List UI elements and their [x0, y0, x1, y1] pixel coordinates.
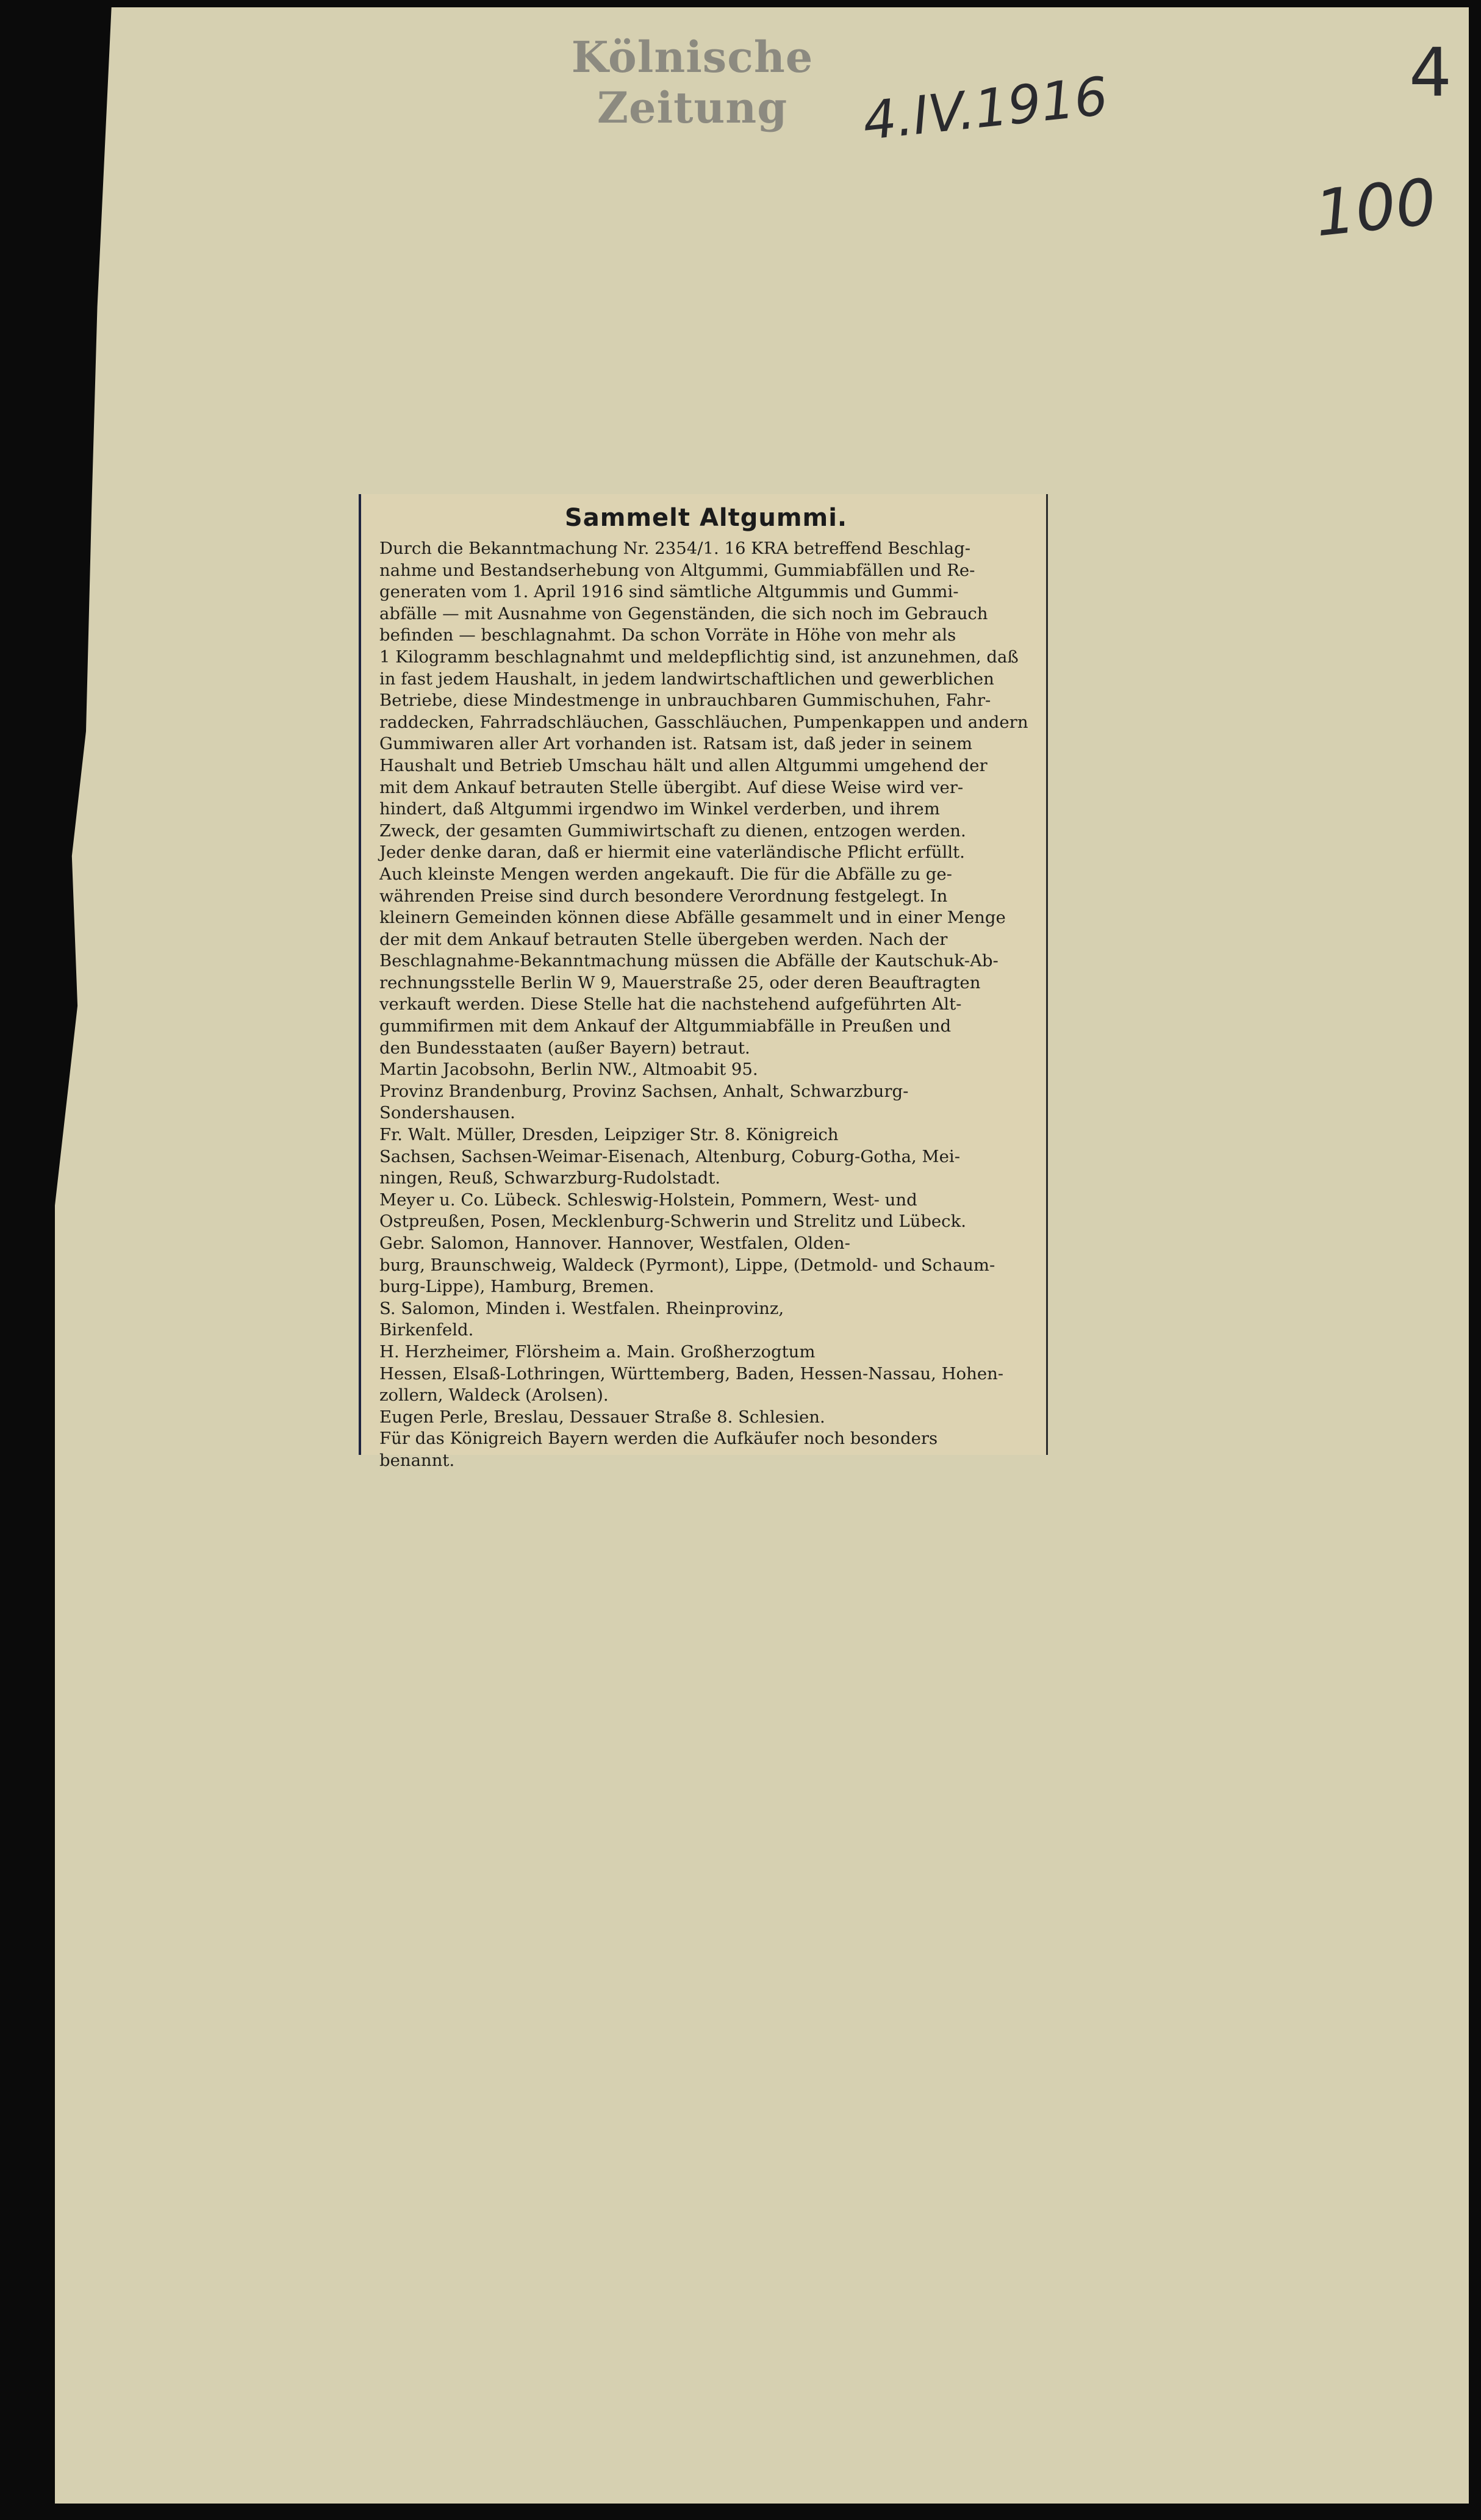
- newspaper-clipping: [359, 494, 1048, 1470]
- handwritten-folio: 4: [1409, 34, 1452, 112]
- newspaper-stamp: Kölnische Zeitung: [571, 32, 814, 133]
- article-title: Sammelt Altgummi.: [564, 504, 848, 532]
- handwritten-date: 4.IV.1916: [860, 65, 1111, 153]
- article-body: Durch die Bekanntmachung Nr. 2354/1. 16 KRA betreffend Beschlag- nahme und Bestandserhebung von Altgummi, Gummiabfällen und Re- generaten vom 1. April 1916 sind sämtliche Altgummis und Gummi- abfälle — mit Ausnahme von Gegenständen, die sich noch im Gebrauch befinden — beschlagnahmt. Da schon Vorräte in Höhe von mehr als 1 Kilogramm beschlagnahmt und meldepflichtig sind, ist anzunehmen, daß in fast jedem Haushalt, in jedem landwirtschaftlichen und gewerblichen Betriebe, diese Mindestmenge in unbrauchbaren Gummischuhen, Fahr- raddecken, Fahrradschläuchen, Gasschläuchen, Pumpenkappen und andern Gummiwaren aller Art vorhanden ist. Ratsam ist, daß jeder in seinem Haushalt und Betrieb Umschau hält und allen Altgummi umgehend der mit dem Ankauf betrauten Stelle übergibt. Auf diese Weise wird ver- hindert, daß Altgummi irgendwo im Winkel verderben, und ihrem Zweck, der gesamten Gummiwirtschaft zu dienen, entzogen werden. Jeder denke daran, daß er hiermit eine vaterländische Pflicht erfüllt. Auch kleinste Mengen werden angekauft. Die für die Abfälle zu ge- währenden Preise sind durch besondere Verordnung festgelegt. In kleinern Gemeinden können diese Abfälle gesammelt und in einer Menge der mit dem Ankauf betrauten Stelle übergeben werden. Nach der Beschlagnahme-Bekanntmachung müssen die Abfälle der Kautschuk-Ab- rechnungsstelle Berlin W 9, Mauerstraße 25, oder deren Beauftragten verkauft werden. Diese Stelle hat die nachstehend aufgeführten Alt- gummifirmen mit dem Ankauf der Altgummiabfälle in Preußen und den Bundesstaaten (außer Bayern) betraut. Martin Jacobsohn, Berlin NW., Altmoabit 95. Provinz Brandenburg, Provinz Sachsen, Anhalt, Schwarzburg- Sondershausen. Fr. Walt. Müller, Dresden, Leipziger Str. 8. Königreich Sachsen, Sachsen-Weimar-Eisenach, Altenburg, Coburg-Gotha, Mei- ningen, Reuß, Schwarzburg-Rudolstadt. Meyer u. Co. Lübeck. Schleswig-Holstein, Pommern, West- und Ostpreußen, Posen, Mecklenburg-Schwerin und Strelitz und Lübeck. Gebr. Salomon, Hannover. Hannover, Westfalen, Olden- burg, Braunschweig, Waldeck (Pyrmont), Lippe, (Detmold- und Schaum- burg-Lippe), Hamburg, Bremen. S. Salomon, Minden i. Westfalen. Rheinprovinz, Birkenfeld. H. Herzheimer, Flörsheim a. Main. Großherzogtum Hessen, Elsaß-Lothringen, Württemberg, Baden, Hessen-Nassau, Hohen- zollern, Waldeck (Arolsen). Eugen Perle, Breslau, Dessauer Straße 8. Schlesien. Für das Königreich Bayern werden die Aufkäufer noch besonders benannt.: [379, 539, 1028, 1470]
- handwritten-number: 100: [1311, 164, 1440, 251]
